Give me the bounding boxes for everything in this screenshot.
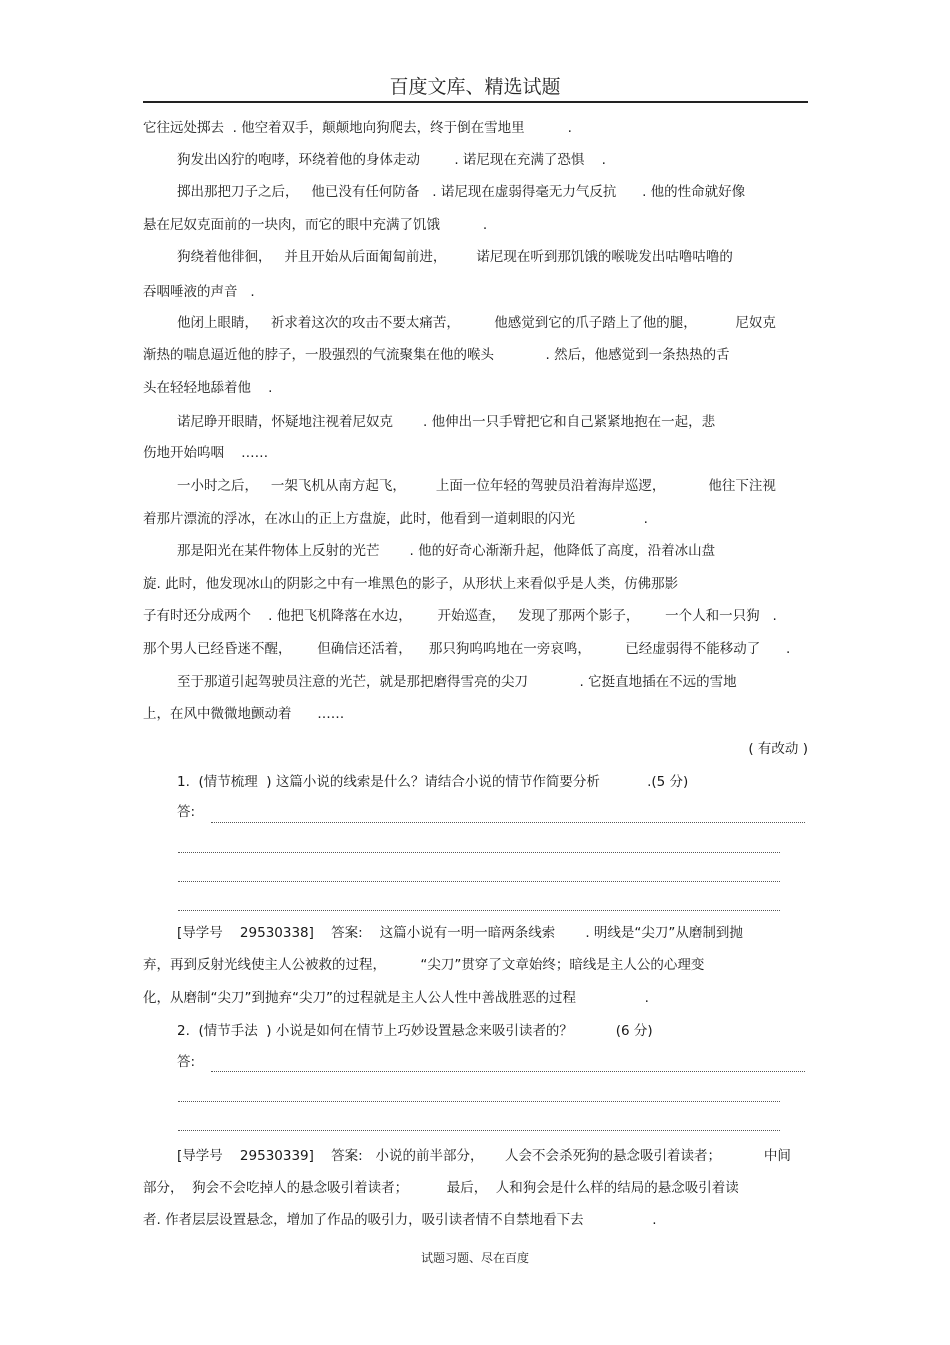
question-1-solution: [导学号 29530338] 答案: 这篇小说有一明一暗两条线索 . 明线是“尖刀”从磨制到抛 xyxy=(177,925,743,941)
answer-line xyxy=(178,1130,780,1131)
body-line: 着那片漂流的浮冰，在冰山的正上方盘旋，此时，他看到一道刺眼的闪光 . xyxy=(143,511,648,527)
body-line: 狗发出凶狞的咆哮，环绕着他的身体走动 . 诺尼现在充满了恐惧 . xyxy=(177,152,606,168)
question-2-solution: 部分， 狗会不会吃掉人的悬念吸引着读者； 最后， 人和狗会是什么样的结局的悬念吸引着读 xyxy=(143,1180,739,1196)
answer-line xyxy=(211,822,805,823)
body-line: 吞咽唾液的声音 . xyxy=(143,284,255,300)
body-line: 上，在风中微微地颤动着 …… xyxy=(143,706,345,722)
answer-line xyxy=(211,1071,805,1072)
page-header-title: 百度文库、精选试题 xyxy=(389,76,561,98)
body-line: 那是阳光在某件物体上反射的光芒 . 他的好奇心渐渐升起，他降低了高度，沿着冰山盘 xyxy=(177,543,716,559)
body-line: 伤地开始呜咽 …… xyxy=(143,445,269,461)
source-note: ( 有改动 ) xyxy=(748,741,808,757)
body-line: 子有时还分成两个 . 他把飞机降落在水边， 开始巡查， 发现了那两个影子， 一个人和一只狗 . xyxy=(143,608,777,624)
body-line: 他闭上眼睛， 祈求着这次的攻击不要太痛苦， 他感觉到它的爪子踏上了他的腿， 尼奴克 xyxy=(177,315,776,331)
question-2-answer-label: 答: xyxy=(177,1054,196,1070)
answer-line xyxy=(178,1101,780,1102)
question-2-solution: [导学号 29530339] 答案: 小说的前半部分， 人会不会杀死狗的悬念吸引着读者； 中间 xyxy=(177,1148,791,1164)
body-line: 旋. 此时，他发现冰山的阴影之中有一堆黑色的影子，从形状上来看似乎是人类，仿佛那影 xyxy=(143,576,679,592)
body-line: 诺尼睁开眼睛，怀疑地注视着尼奴克 . 他伸出一只手臂把它和自己紧紧地抱在一起，悲 xyxy=(177,414,716,430)
answer-line xyxy=(178,881,780,882)
body-line: 悬在尼奴克面前的一块肉，而它的眼中充满了饥饿 . xyxy=(143,217,488,233)
question-2-solution: 者. 作者层层设置悬念，增加了作品的吸引力，吸引读者情不自禁地看下去 . xyxy=(143,1212,657,1228)
question-1-solution: 弃，再到反射光线使主人公被救的过程， “尖刀”贯穿了文章始终；暗线是主人公的心理变 xyxy=(143,957,705,973)
body-line: 至于那道引起驾驶员注意的光芒，就是那把磨得雪亮的尖刀 . 它挺直地插在不远的雪地 xyxy=(177,674,737,690)
body-line: 掷出那把刀子之后， 他已没有任何防备 . 诺尼现在虚弱得毫无力气反抗 . 他的性命就好像 xyxy=(177,184,746,200)
answer-line xyxy=(178,910,780,911)
page-footer: 试题习题、尽在百度 xyxy=(420,1251,529,1265)
body-line: 那个男人已经昏迷不醒， 但确信还活着， 那只狗呜呜地在一旁哀鸣， 已经虚弱得不能移动了 . xyxy=(143,641,791,657)
question-2-prompt: 2. (情节手法 ) 小说是如何在情节上巧妙设置悬念来吸引读者的？ (6 分) xyxy=(177,1023,653,1039)
body-line: 一小时之后， 一架飞机从南方起飞， 上面一位年轻的驾驶员沿着海岸巡逻， 他往下注视 xyxy=(177,478,776,494)
question-1-answer-label: 答: xyxy=(177,804,196,820)
header-rule xyxy=(143,101,808,103)
answer-line xyxy=(178,852,780,853)
body-line: 渐热的喘息逼近他的脖子，一股强烈的气流聚集在他的喉头 . 然后，他感觉到一条热热的舌 xyxy=(143,347,730,363)
question-1-prompt: 1. (情节梳理 ) 这篇小说的线索是什么？请结合小说的情节作简要分析 .(5 分) xyxy=(177,774,689,790)
body-line: 它往远处掷去 . 他空着双手，颠颠地向狗爬去，终于倒在雪地里 . xyxy=(143,120,572,136)
question-1-solution: 化，从磨制“尖刀”到抛弃“尖刀”的过程就是主人公人性中善战胜恶的过程 . xyxy=(143,990,649,1006)
body-line: 头在轻轻地舔着他 . xyxy=(143,380,273,396)
body-line: 狗绕着他徘徊， 并且开始从后面匍匐前进， 诺尼现在听到那饥饿的喉咙发出咕噜咕噜的 xyxy=(177,249,733,265)
